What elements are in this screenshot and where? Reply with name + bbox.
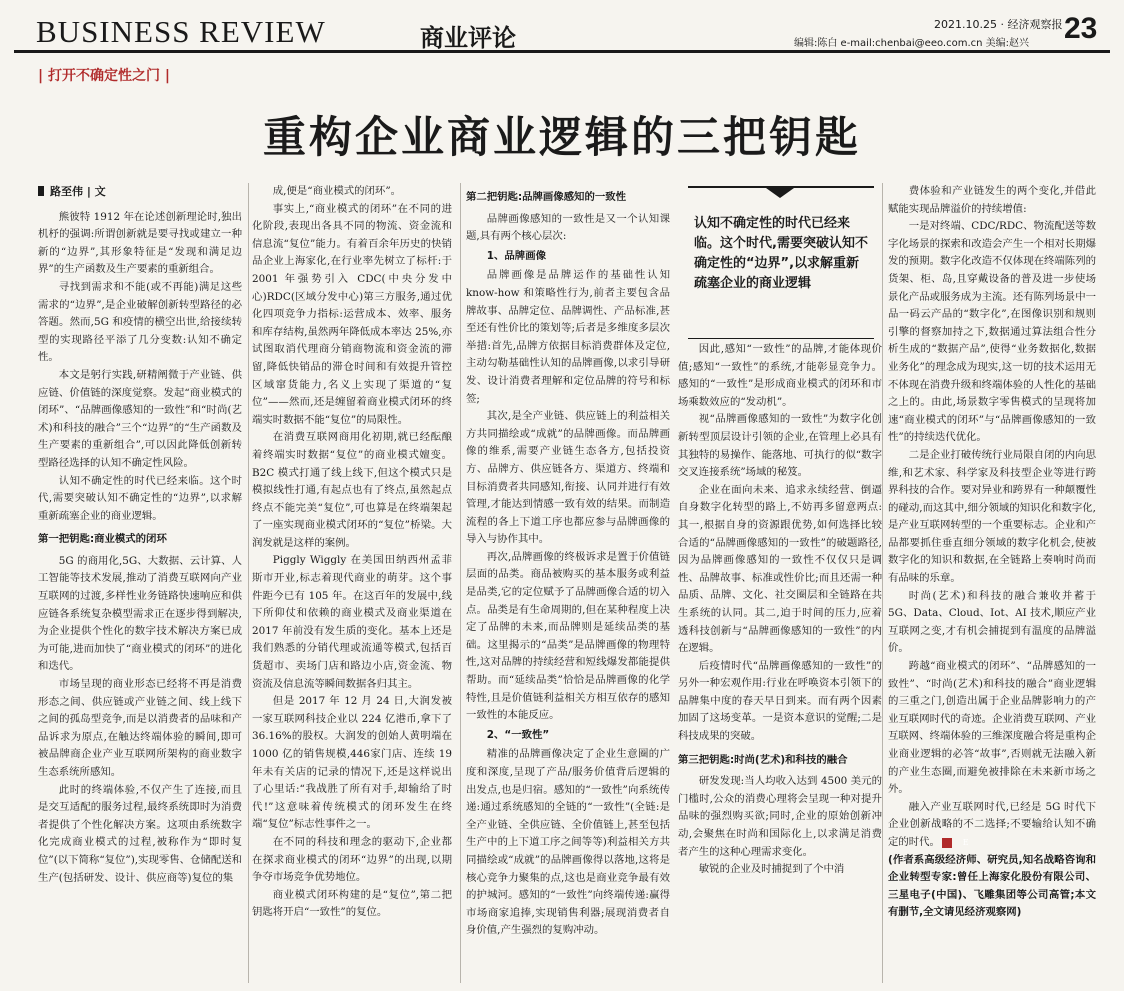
column-kicker: | 打开不确定性之门 |	[38, 68, 170, 84]
masthead	[14, 6, 1110, 53]
paragraph: 熊彼特 1912 年在论述创新理论时,独出机杼的强调:所谓创新就是要寻找或建立一种新的“边界”,其形象特征是“发现和满足边界”的生产函数及生产要素的重新组合。	[38, 210, 242, 276]
paragraph: 本文是躬行实践,研精阐微于产业链、供应链、价值链的深度觉察。发起“商业模式的闭环”、“品牌画像感知的一致性”和“时尚(艺术)和科技的融合”三个“边界”的“生产函数及生产要素的重新组合”,可以因此降低创新转型路径选择的认知不确定性风险。	[38, 368, 242, 469]
pull-quote	[688, 186, 874, 339]
paragraph: 商业模式闭环构建的是“复位”,第二把钥匙将开启“一致性”的复位。	[252, 888, 452, 919]
section-title-cn: 商业评论	[420, 24, 516, 52]
pull-quote-text: 认知不确定性的时代已经来临。这个时代,需要突破认知不确定性的“边界”,以求解重新疏塞企业的商业逻辑	[694, 216, 868, 291]
paragraph: 但是 2017 年 12 月 24 日,大润发被一家互联网科技企业以 224 亿港币,拿下了 36.16%的股权。大润发的创始人黄明端在 1000 亿的销售规模,446家门店、连续 19 年未有关店的记录的情况下,还是这样说出了心里话:“我战胜了所有对手,却输给了时代!”这意味着传统模式的闭环发生在终端“复位”标志性事件之一。	[252, 695, 452, 831]
column-divider	[248, 183, 249, 983]
article-headline: 重构企业商业逻辑的三把钥匙	[263, 113, 861, 163]
paragraph: 成,便是“商业模式的闭环”。	[272, 185, 402, 197]
paragraph: 其次,是全产业链、供应链上的利益相关方共同描绘或“成就”的品牌画像。而品牌画像的维系,需要产业链生态各方,包括投资方、品牌方、供应链各方、渠道方、终端和目标消费者共同感知,衔接、认同并进行有效管理,才能达到情感一致有效的结果。而制造流程的各上下道工序也都应参与品牌画像的导入与协作其中。	[466, 410, 670, 546]
editor-credit: 编辑:陈白 e-mail:chenbai@eeo.com.cn 美编:赵兴	[794, 38, 1030, 49]
paragraph: 寻找到需求和不能(或不再能)满足这些需求的“边界”,是企业破解创新转型路径的必答题。然而,5G 和疫情的横空出世,给接续转型的实现路径平添了几分变数:认知不确定性。	[38, 280, 242, 364]
paragraph: 融入产业互联网时代,已经是 5G 时代下企业创新战略的不二选择;不要输给认知不确定的时代。 E	[888, 800, 1096, 848]
column-divider	[460, 183, 461, 983]
column-1	[38, 183, 242, 983]
column-4	[678, 341, 882, 983]
column-2	[252, 183, 452, 983]
issue-date: 2021.10.25 · 经济观察报	[934, 18, 1063, 31]
paragraph: 一是对终端、CDC/RDC、物流配送等数字化场景的探索和改造会产生一个相对长期爆发的预期。数字化改造不仅体现在终端陈列的货架、柜、岛,且穿戴设备的普及进一步使场景化产品或服务成为主流。还有陈列场景中一品一码云产品的“数字化”,在图像识别和规则引擎的督察加持之下,数据通过算法组合性分析生成的“数据产品”,使得“业务数据化,数据业务化”的理念成为现实,这一切的技术运用无不体现在消费升级和终端体验的人性化的基础之上的。由此,场景数字零售模式的呈现将加速“商业模式的闭环”与“品牌画像感知的一致性”的持续迭代优化。	[888, 220, 1096, 444]
paragraph: 品牌画像感知的一致性是又一个认知课题,具有两个核心层次:	[466, 212, 670, 243]
paragraph: Piggly Wiggly 在美国田纳西州孟菲斯市开业,标志着现代商业的萌芽。这个事件距今已有 105 年。在这百年的发展中,线下所仰仗和依赖的商业模式及商业渠道在 2017 年前没有发生质的变化。基本上还是我们熟悉的分销代理或流通等模式,包括百货超市、卖场门店和路边小店,资金流、物资流及信息流等瞬间数据各归其主。	[252, 554, 452, 690]
paragraph: 品牌画像是品牌运作的基础性认知 know-how 和策略性行为,前者主要包含品牌故事、品牌定位、品牌调性、产品标准,甚至还有性价比的策划等;后者是多维度多层次举措:首先,品牌方依据目标消费群体及定位,主动勾勒基础性认知的品牌画像,以求引导研发、设计消费者理解和定位品牌的符号和标签;	[466, 269, 670, 405]
section-heading-3: 第三把钥匙:时尚(艺术)和科技的融合	[678, 753, 848, 766]
paragraph: 跨越“商业模式的闭环”、“品牌感知的一致性”、“时尚(艺术)和科技的融合”商业逻辑的三重之门,创造出属于企业品牌影响力的产业互联网时代的奇迹。企业消费互联网、产业互联网、终端体验的三维深度融合将是重构企业商业逻辑的必答“故事”,否则就无法融入新的产业生态圈,而避免被排除在未来新市场之外。	[888, 660, 1096, 796]
paragraph: 研发发现:当人均收入达到 4500 美元的门槛时,公众的消费心理将会呈现一种对提升品味的强烈购买欲;同时,企业的原始创新冲动,会聚焦在时尚和国际化上,以求满足消费者产生的这种心理需求变化。	[678, 775, 882, 858]
pull-quote-marker	[766, 188, 794, 198]
paragraph: 此时的终端体验,不仅产生了连接,而且是交互适配的服务过程,最终系统即时为消费者提供了个性化解决方案。这项由系统数字化完成商业模式的过程,被称作为“即时复位”(以下简称“复位”),实现零售、仓储配送和生产(包括研发、设计、供应商等)复位的集	[38, 783, 242, 884]
paragraph: 二是企业打破传统行业局限自闭的内向思维,和艺术家、科学家及科技型企业等进行跨界科技的合作。要对异业和跨界有一种颠覆性的碰动,而这其中,细分领域的知识化和数字化,是产业互联网转型的一个重要标志。企业和产品都要抓住垂直细分领域的数字化机会,使被数字化的知识和数据,在全链路上奏响时尚而有品味的乐章。	[888, 448, 1096, 585]
section-heading-1: 第一把钥匙:商业模式的闭环	[38, 533, 167, 546]
subheading-brand-image: 1、品牌画像	[486, 249, 546, 262]
paragraph: 再次,品牌画像的终极诉求是置于价值链层面的品类。商品被购买的基本服务或利益是品类,它的定位赋予了品牌画像合适的切入点。品类是有生命周期的,但在某种程度上决定了品牌的未来,而品牌则是延续品类的基础。这里揭示的“品类”是品牌画像的物理特性,这对品牌的持续经营和短线爆发都能提供帮助。而“延续品类”恰恰是品牌画像的化学特性,且是价值链利益相关方相互依存的感知一致性的本能反应。	[466, 550, 670, 722]
paragraph: 5G 的商用化,5G、大数据、云计算、人工智能等技术发展,推动了消费互联网向产业互联网的过渡,多样性业务链路快速响应和供应链各系统复杂模型需求正在逐步得到解决,为企业提供个性化的数字技术解决方案已成为可能,进而加快了“商业模式的闭环”的进化和迭代。	[38, 554, 242, 673]
byline: 路至伟 | 文	[38, 183, 242, 201]
paragraph: 在消费互联网商用化初期,就已经酝酿着终端实时数据“复位”的商业模式嬗变。B2C 模式打通了线上线下,但这个模式只是模拟线性打通,有起点也有了终点,虽然起点终点不能完美“复位”,可也算是在终端架起了一座实现商业模式闭环的“复位”桥梁。大润发就是这样的案例。	[252, 431, 452, 549]
paragraph: 事实上,“商业模式的闭环”在不同的进化阶段,表现出各具不同的物流、资金流和信息流“复位”能力。有着百余年历史的快销品企业上海家化,在行业率先树立了标杆:于 2001 年强势引入 CDC(中央分发中心)RDC(区域分发中心)第三方服务,通过优化四项竞争力指标:运营成本、效率、服务和库存结构,虽然两年降低成本率达 25%,亦试图取消代理商分销商物流和资金流的滞留,降低快销品的滞仓时间和有效提升管控区域窜货能力,名义上实现了渠道的“复位”——然而,还是缠留着商业模式闭环的终端实时数据不能“复位”的局限性。	[252, 202, 452, 426]
column-3	[466, 183, 670, 983]
column-5	[888, 183, 1096, 983]
paragraph: 精准的品牌画像决定了企业生意圈的广度和深度,呈现了产品/服务价值背后逻辑的出发点,也是归宿。感知的“一致性”向系统传递:通过系统感知的全链的“一致性”(全链:是全产业链、全供应链、全价值链上,甚至包括生产中的上下道工序之间等等)利益相关方共同描绘或“成就”的品牌画像得以落地,这将是核心竞争力聚集的点,这也是商业竞争最有效的护城河。感知的“一致性”向终端传递:赢得市场商家追捧,实现销售利器;展现消费者自身价值,产生强烈的复购冲动。	[466, 748, 670, 937]
subheading-consistency: 2、“一致性”	[486, 728, 550, 741]
author-bio: (作者系高级经济师、研究员,知名战略咨询和企业转型专家:曾任上海家化股份有限公司、三星电子(中国)、飞雕集团等公司高管;本文有删节,全文请见经济观察网)	[888, 853, 1096, 919]
page-number: 23	[1064, 12, 1098, 45]
end-mark-icon: E	[942, 838, 952, 848]
paragraph: 视“品牌画像感知的一致性”为数字化创新转型顶层设计引领的企业,在管理上必具有其独特的易操作、能落地、可执行的似“数字交叉连接系统”场域的秘笈。	[678, 413, 882, 479]
paragraph: 敏锐的企业及时捕捉到了个中消	[698, 863, 845, 876]
paragraph: 因此,感知“一致性”的品牌,才能体现价值;感知“一致性”的系统,才能彰显竞争力。感知的“一致性”是形成商业模式的闭环和市场乘数效应的“发动机”。	[678, 343, 882, 408]
paragraph: 认知不确定性的时代已经来临。这个时代,需要突破认知不确定性的“边界”,以求解重新疏塞企业的商业逻辑。	[38, 474, 242, 522]
column-divider	[882, 183, 883, 983]
paragraph: 时尚(艺术)和科技的融合兼收并蓄于 5G、Data、Cloud、Iot、AI 技术,顺应产业互联网之变,才有机会捕捉到有温度的品牌溢价。	[888, 589, 1096, 655]
section-heading-2: 第二把钥匙:品牌画像感知的一致性	[466, 191, 627, 203]
paragraph: 企业在面向未来、追求永续经营、倒逼自身数字化转型的路上,不妨再多留意两点:其一,根据自身的资源跟优势,如何选择比较合适的“品牌画像感知的一致性”的破题路径,因为品牌画像感知的一致性不仅仅只是调性、品牌故事、标准或性价比;而且还需一种品质、品牌、文化、社交圈层和全链路在共生系统的认同。其二,迫于时间的压力,应着透科技创新与“品牌画像感知的一致性”的内在逻辑。	[678, 483, 882, 655]
paragraph: 在不同的科技和理念的驱动下,企业都在探求商业模式的闭环“边界”的出现,以期争夺市场竞争优势地位。	[252, 835, 452, 884]
section-title-en: BUSINESS REVIEW	[36, 14, 326, 49]
paragraph: 后疫情时代“品牌画像感知的一致性”的另外一种宏观作用:行业在呼唤资本引领下的品牌集中度的春天早日到来。而有两个因素加固了这场变革。一是资本意识的觉醒;二是科技成果的突破。	[678, 659, 882, 743]
paragraph: 费体验和产业链发生的两个变化,并借此赋能实现品牌溢价的持续增值:	[888, 185, 1096, 215]
paragraph: 市场呈现的商业形态已经将不再是消费形态之间、供应链或产业链之间、线上线下之间的孤岛型竞争,而是以消费者的品味和产品诉求为原点,在触达终端体验的瞬间,即可被品牌商企业产业互联网所架构的商业数字生态系统所感知。	[38, 678, 242, 778]
